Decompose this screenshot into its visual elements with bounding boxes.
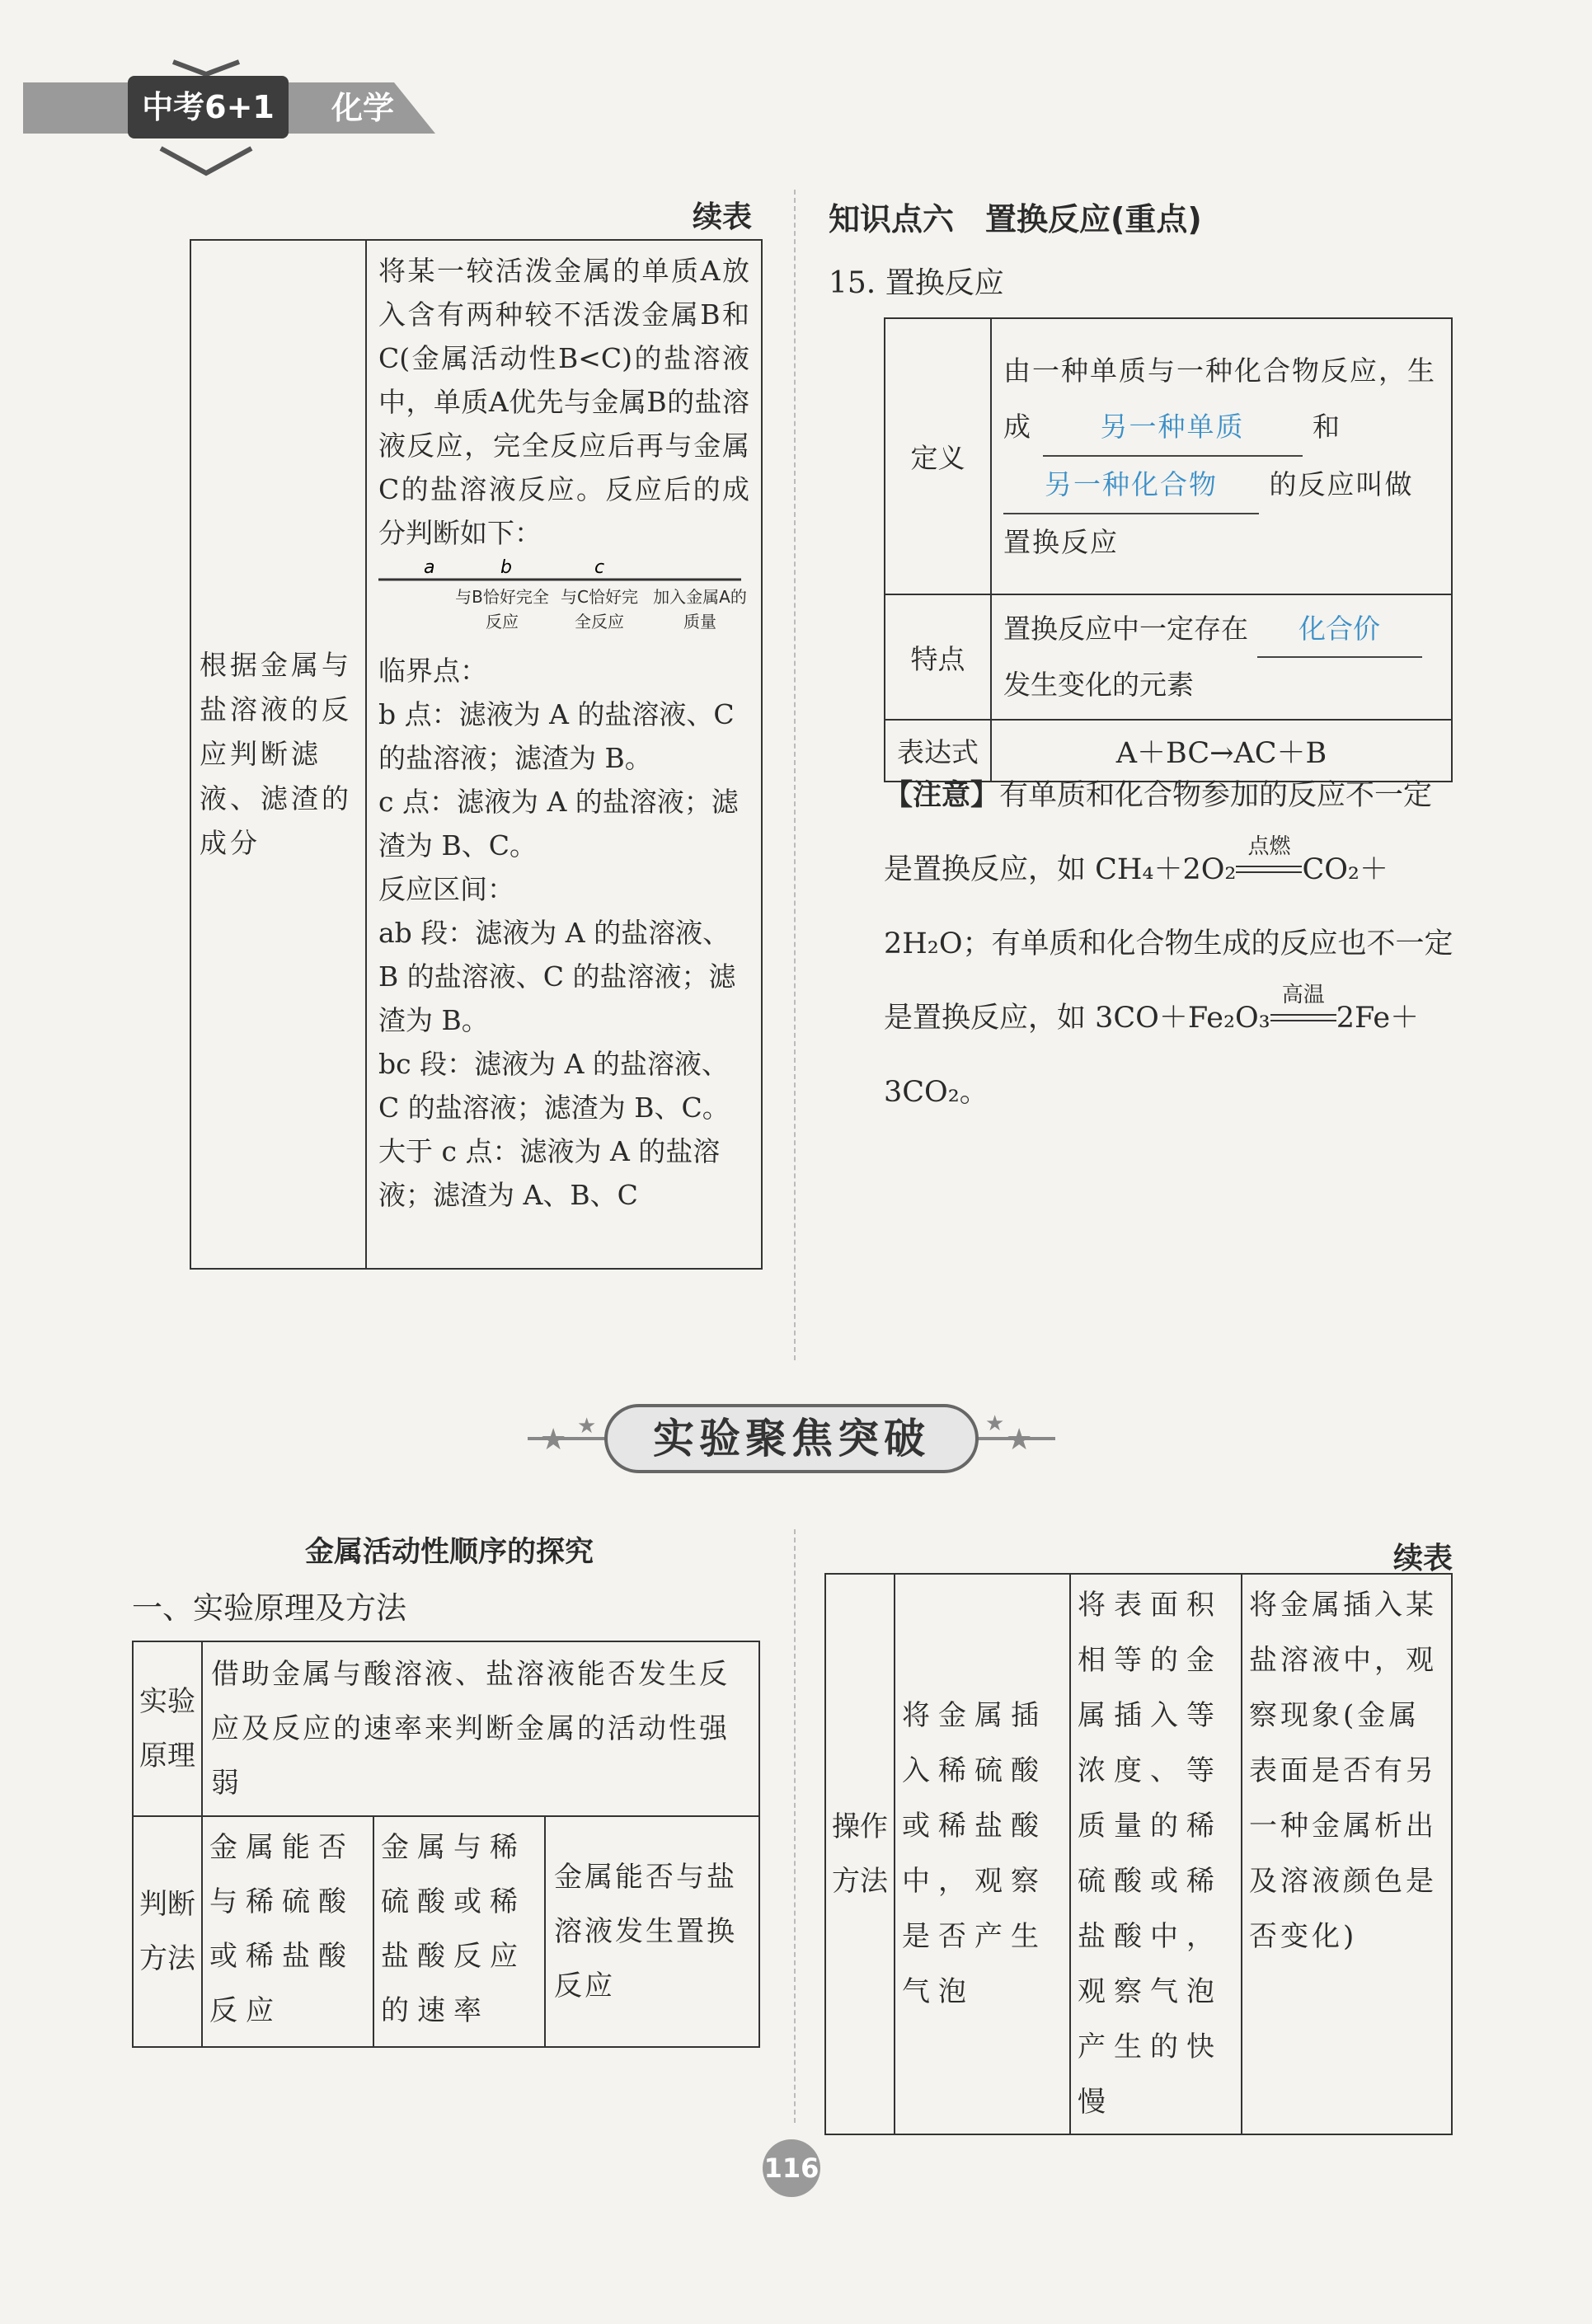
definition-label: 定义 bbox=[885, 318, 991, 594]
detail-line: 反应区间： bbox=[378, 873, 514, 905]
detail-line: ab 段：滤液为 A 的盐溶液、B 的盐溶液、C 的盐溶液；滤渣为 B。 bbox=[378, 917, 736, 1036]
detail-line: c 点：滤液为 A 的盐溶液；滤渣为 B、C。 bbox=[378, 786, 739, 862]
method-label: 判断方法 bbox=[133, 1816, 202, 2047]
note-text: 2Fe＋3CO₂。 bbox=[884, 1002, 1420, 1109]
section-heading: 知识点六 置换反应(重点) bbox=[829, 201, 1202, 237]
header-badge: 中考6+1 bbox=[128, 76, 289, 139]
displacement-table bbox=[884, 317, 1453, 782]
feature-answer: 化合价 bbox=[1257, 602, 1422, 658]
definition-text: 和 bbox=[1313, 410, 1341, 443]
feature-cell bbox=[991, 594, 1452, 720]
expression-value: A＋BC→AC＋B bbox=[991, 720, 1452, 782]
principle-table bbox=[132, 1641, 760, 2048]
condition-equals bbox=[1270, 1014, 1336, 1021]
definition-cell bbox=[991, 318, 1452, 594]
left-continued-table bbox=[190, 239, 763, 1270]
point-c-note: 与C恰好完全反应 bbox=[561, 587, 638, 631]
experiment-subtitle: 一、实验原理及方法 bbox=[132, 1590, 406, 1626]
note-paragraph bbox=[884, 758, 1461, 1129]
point-c-label: c bbox=[594, 557, 605, 578]
op-method-2: 将表面积相等的金属插入等浓度、等质量的稀硫酸或稀盐酸中，观察气泡产生的快慢 bbox=[1070, 1574, 1242, 2134]
star-icon: ★ bbox=[540, 1423, 567, 1457]
note-text: 有单质和化合物参加的反应不一定是置换反应，如 CH₄＋2O₂ bbox=[884, 779, 1433, 886]
row-label: 根据金属与盐溶液的反应判断滤液、滤渣的成分 bbox=[190, 240, 366, 1269]
item-title: 15. 置换反应 bbox=[829, 266, 1004, 300]
reaction-condition-2 bbox=[1270, 982, 1336, 1032]
feature-text: 置换反应中一定存在 bbox=[1003, 613, 1248, 645]
point-b-label: b bbox=[500, 557, 512, 578]
point-b-note: 与B恰好完全反应 bbox=[455, 587, 549, 631]
op-method-1: 将金属插入稀硫酸或稀盐酸中，观察是否产生气泡 bbox=[895, 1574, 1070, 2134]
expression-label: 表达式 bbox=[885, 720, 991, 782]
method-3: 金属能否与盐溶液发生置换反应 bbox=[545, 1816, 759, 2047]
header-subject: 化学 bbox=[331, 90, 394, 126]
condition-label: 点燃 bbox=[1247, 833, 1291, 859]
column-divider-bottom bbox=[794, 1529, 796, 2123]
star-icon: ★ bbox=[577, 1414, 597, 1439]
detail-line: 大于 c 点：滤液为 A 的盐溶液；滤渣为 A、B、C bbox=[378, 1135, 721, 1211]
reaction-condition-1 bbox=[1236, 833, 1302, 884]
feature-label: 特点 bbox=[885, 594, 991, 720]
detail-line: bc 段：滤液为 A 的盐溶液、C 的盐溶液；滤渣为 B、C。 bbox=[378, 1048, 730, 1124]
star-icon: ★ bbox=[985, 1411, 1005, 1436]
operation-table bbox=[824, 1573, 1453, 2135]
principle-text: 借助金属与酸溶液、盐溶液能否发生反应及反应的速率来判断金属的活动性强弱 bbox=[202, 1641, 759, 1816]
definition-text: 由一种单质与一种化合物反应，生成 bbox=[1003, 354, 1436, 443]
experiment-title: 金属活动性顺序的探究 bbox=[304, 1536, 594, 1569]
right-continued-label: 续表 bbox=[1393, 1542, 1453, 1575]
definition-answer-1: 另一种单质 bbox=[1043, 399, 1303, 457]
star-icon: ★ bbox=[1006, 1423, 1033, 1457]
intro-text: 将某一较活泼金属的单质A放入含有两种较不活泼金属B和C(金属活动性B<C)的盐溶液中，单质A优先与金属B的盐溶液反应，完全反应后再与金属C的盐溶液反应。反应后的成分判断如下： bbox=[378, 255, 749, 549]
note-text: CO₂＋2H₂O；有单质和化合物生成的反应也不一定是置换反应，如 3CO＋Fe₂O₃ bbox=[884, 853, 1453, 1035]
feature-text: 发生变化的元素 bbox=[1003, 669, 1194, 701]
principle-label: 实验原理 bbox=[133, 1641, 202, 1816]
note-tag: 【注意】 bbox=[884, 779, 1000, 812]
condition-label: 高温 bbox=[1281, 982, 1325, 1007]
op-method-3: 将金属插入某盐溶液中，观察现象(金属表面是否有另一种金属析出及溶液颜色是否变化) bbox=[1242, 1574, 1452, 2134]
banner-title: 实验聚焦突破 bbox=[653, 1415, 930, 1462]
method-1: 金属能否与稀硫酸或稀盐酸反应 bbox=[202, 1816, 373, 2047]
definition-answer-2: 另一种化合物 bbox=[1003, 457, 1259, 514]
definition-text: 的反应叫做置换反应 bbox=[1003, 467, 1414, 558]
condition-equals bbox=[1236, 866, 1302, 873]
left-continued-label: 续表 bbox=[693, 200, 753, 234]
point-a-label: a bbox=[424, 557, 435, 578]
method-2: 金属与稀硫酸或稀盐酸反应的速率 bbox=[373, 1816, 545, 2047]
op-label: 操作方法 bbox=[825, 1574, 895, 2134]
detail-line: 临界点： bbox=[378, 655, 487, 687]
detail-line: b 点：滤液为 A 的盐溶液、C 的盐溶液；滤渣为 B。 bbox=[378, 698, 735, 774]
column-divider-top bbox=[794, 190, 796, 1360]
page-number: 116 bbox=[763, 2139, 820, 2197]
axis-end-note: 加入金属A的质量 bbox=[653, 587, 747, 631]
reaction-axis-diagram bbox=[378, 555, 749, 646]
row-content bbox=[366, 240, 762, 1269]
